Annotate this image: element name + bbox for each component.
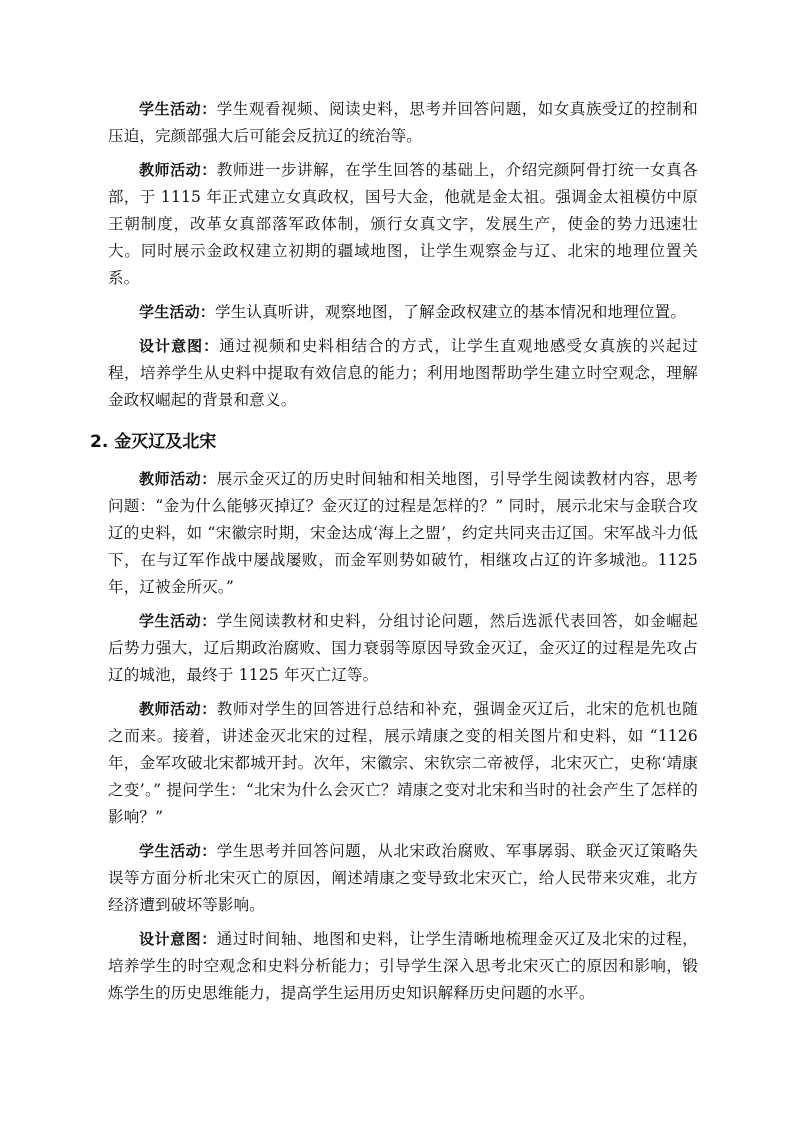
paragraph-student-activity-3 bbox=[108, 608, 698, 689]
paragraph-teacher-activity-2 bbox=[108, 466, 698, 601]
paragraph-teacher-activity-3 bbox=[108, 696, 698, 831]
paragraph-label: 教师活动： bbox=[139, 700, 217, 718]
paragraph-design-intent-2 bbox=[108, 926, 698, 1007]
paragraph-text: 展示金灭辽的历史时间轴和相关地图，引导学生阅读教材内容，思考问题：“金为什么能够灭掉辽？金灭辽的过程是怎样的？” 同时，展示北宋与金联合攻辽的史料，如 “宋徽宗时期，宋金达成‘海上之盟’，约定共同夹击辽国。宋军战斗力低下，在与辽军作战中屡战屡败，而金军则势如破竹，相继攻占辽的许多城池。1125 年，辽被金所灭。” bbox=[108, 470, 698, 596]
paragraph-text: 教师进一步讲解，在学生回答的基础上，介绍完颜阿骨打统一女真各部，于 1115 年正式建立女真政权，国号大金，他就是金太祖。强调金太祖模仿中原王朝制度，改革女真部落军政体制，颁行女真文字，发展生产，使金的势力迅速壮大。同时展示金政权建立初期的疆域地图，让学生观察金与辽、北宋的地理位置关系。 bbox=[108, 161, 698, 287]
paragraph-design-intent-1 bbox=[108, 333, 698, 414]
paragraph-label: 教师活动： bbox=[139, 470, 217, 488]
paragraph-label: 学生活动： bbox=[139, 842, 217, 860]
paragraph-text: 学生认真听讲，观察地图，了解金政权建立的基本情况和地理位置。 bbox=[215, 303, 687, 321]
paragraph-label: 学生活动： bbox=[139, 100, 217, 118]
paragraph-text: 学生观看视频、阅读史料，思考并回答问题，如女真族受辽的控制和压迫，完颜部强大后可能会反抗辽的统治等。 bbox=[108, 100, 698, 145]
paragraph-text: 学生思考并回答问题，从北宋政治腐败、军事孱弱、联金灭辽策略失误等方面分析北宋灭亡的原因，阐述靖康之变导致北宋灭亡，给人民带来灾难，北方经济遭到破坏等影响。 bbox=[108, 842, 698, 914]
paragraph-text: 通过视频和史料相结合的方式，让学生直观地感受女真族的兴起过程，培养学生从史料中提取有效信息的能力；利用地图帮助学生建立时空观念，理解金政权崛起的背景和意义。 bbox=[108, 337, 698, 409]
paragraph-text: 学生阅读教材和史料，分组讨论问题，然后选派代表回答，如金崛起后势力强大，辽后期政治腐败、国力衰弱等原因导致金灭辽，金灭辽的过程是先攻占辽的城池，最终于 1125 年灭亡辽等。 bbox=[108, 612, 698, 684]
section-heading: 2. 金灭辽及北宋 bbox=[90, 432, 217, 452]
paragraph-student-activity-2 bbox=[108, 299, 698, 326]
paragraph-teacher-activity-1 bbox=[108, 157, 698, 292]
paragraph-label: 设计意图： bbox=[139, 930, 217, 948]
paragraph-student-activity-4 bbox=[108, 838, 698, 919]
paragraph-text: 教师对学生的回答进行总结和补充，强调金灭辽后，北宋的危机也随之而来。接着，讲述金灭北宋的过程，展示靖康之变的相关图片和史料，如 “1126 年，金军攻破北宋都城开封。次年，宋徽宗、宋钦宗二帝被俘，北宋灭亡，史称‘靖康之变’。” 提问学生：“北宋为什么会灭亡？靖康之变对北宋和当时的社会产生了怎样的影响？” bbox=[108, 700, 698, 826]
paragraph-text: 通过时间轴、地图和史料，让学生清晰地梳理金灭辽及北宋的过程，培养学生的时空观念和史料分析能力；引导学生深入思考北宋灭亡的原因和影响，锻炼学生的历史思维能力，提高学生运用历史知识解释历史问题的水平。 bbox=[108, 930, 698, 1002]
document-page bbox=[90, 96, 698, 1014]
paragraph-label: 教师活动： bbox=[139, 161, 217, 179]
paragraph-student-activity-1 bbox=[108, 96, 698, 150]
paragraph-label: 学生活动： bbox=[139, 303, 216, 321]
paragraph-label: 学生活动： bbox=[139, 612, 217, 630]
paragraph-label: 设计意图： bbox=[139, 337, 220, 355]
